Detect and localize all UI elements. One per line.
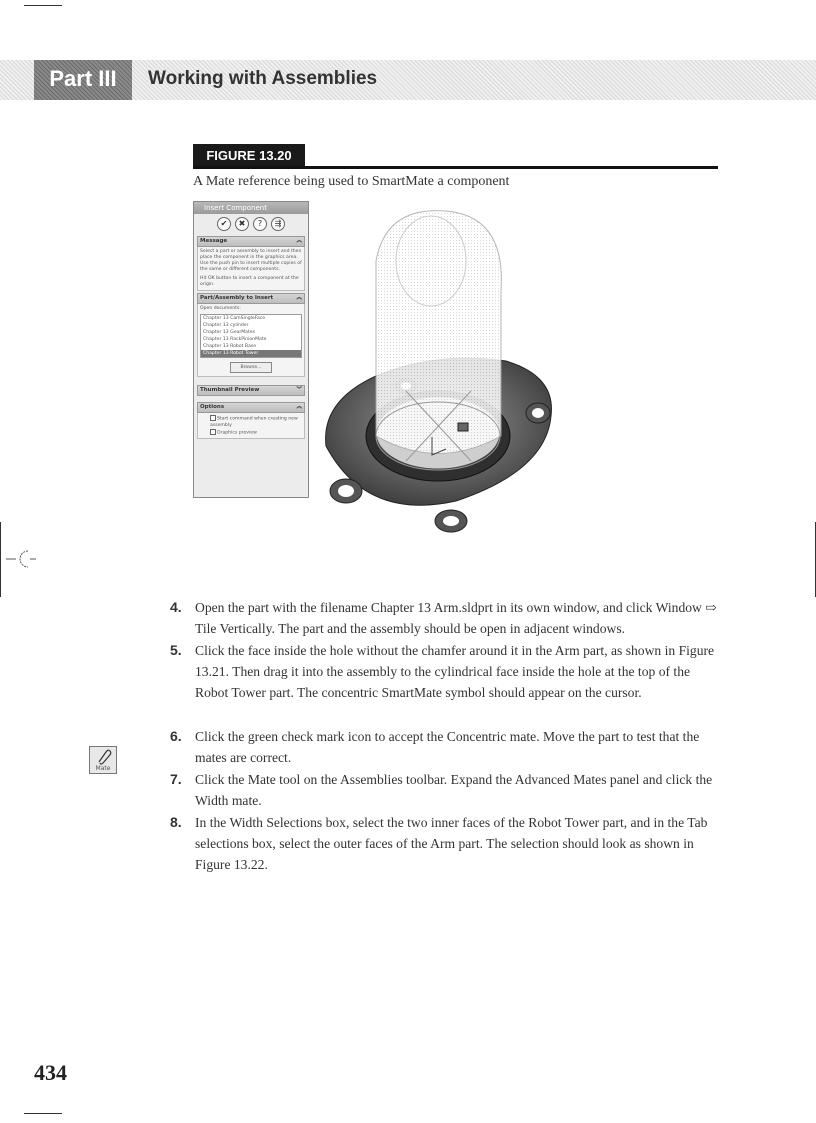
mate-paperclip-icon bbox=[90, 747, 116, 765]
part-section-header[interactable] bbox=[197, 293, 305, 304]
option-label: Graphics preview bbox=[217, 430, 257, 435]
part-section bbox=[197, 304, 305, 377]
help-button[interactable]: ? bbox=[253, 217, 267, 231]
thumbnail-heading: Thumbnail Preview bbox=[200, 387, 260, 393]
list-item-selected[interactable]: Chapter 13 Robot Tower bbox=[201, 350, 301, 357]
step-number: 5. bbox=[170, 642, 182, 658]
mate-tool-icon bbox=[89, 746, 117, 774]
list-item[interactable]: Chapter 13 RackPinionMate bbox=[203, 337, 267, 342]
list-item[interactable]: Chapter 13 CamSingleFace bbox=[203, 316, 266, 321]
part-label: Part III bbox=[49, 66, 117, 91]
step-number: 8. bbox=[170, 814, 182, 830]
pushpin-button[interactable]: ⇶ bbox=[271, 217, 285, 231]
message-section-header[interactable] bbox=[197, 236, 305, 247]
checkbox[interactable] bbox=[210, 415, 216, 421]
checkbox-checked[interactable] bbox=[210, 429, 216, 435]
figure-label: FIGURE 13.20 bbox=[193, 144, 305, 168]
step-item bbox=[170, 726, 720, 768]
step-number: 7. bbox=[170, 771, 182, 787]
chevron-up-icon: ︽ bbox=[296, 404, 302, 410]
step-text: In the Width Selections box, select the two inner faces of the Robot Tower part, and in the Tab selections box, select the outer faces of the Arm part. The selection should look as shown in Figure 13.22. bbox=[195, 815, 708, 872]
thumbnail-section-header[interactable] bbox=[197, 385, 305, 396]
step-text: Click the green check mark icon to accept the Concentric mate. Move the part to test that the mates are correct. bbox=[195, 729, 700, 765]
start-command-option[interactable] bbox=[210, 415, 302, 429]
figure-caption: A Mate reference being used to SmartMate a component bbox=[193, 174, 510, 189]
open-documents-label: Open documents: bbox=[200, 306, 241, 311]
part-heading: Part/Assembly to Insert bbox=[200, 295, 274, 301]
chevron-up-icon: ︽ bbox=[296, 295, 302, 301]
message-heading: Message bbox=[200, 238, 228, 244]
option-label: Start command when creating new assembly bbox=[210, 416, 298, 428]
chapter-title: Working with Assemblies bbox=[148, 68, 378, 89]
step-text: Open the part with the filename Chapter 13 Arm.sldprt in its own window, and click Window ⇨ Tile Vertically. The part and the assembly should be open in adjacent windows. bbox=[195, 600, 717, 636]
crop-mark bbox=[24, 1113, 62, 1114]
ok-button[interactable]: ✔ bbox=[217, 217, 231, 231]
insert-component-panel bbox=[193, 201, 309, 498]
panel-buttons bbox=[194, 214, 308, 234]
list-item[interactable]: Chapter 13 cylinder bbox=[203, 323, 249, 328]
message-section bbox=[197, 247, 305, 291]
options-section bbox=[197, 413, 305, 439]
crop-mark bbox=[0, 522, 1, 597]
list-item[interactable]: Chapter 13 GearMates bbox=[203, 330, 256, 335]
step-text: Click the Mate tool on the Assemblies toolbar. Expand the Advanced Mates panel and click the Width mate. bbox=[195, 772, 713, 808]
step-number: 4. bbox=[170, 599, 182, 615]
message-text: Select a part or assembly to insert and then place the component in the graphics area. Use the push pin to insert multiple copies of the same or different components. bbox=[200, 249, 302, 272]
mate-icon-label: Mate bbox=[95, 765, 111, 772]
options-heading: Options bbox=[200, 404, 225, 410]
step-number: 6. bbox=[170, 728, 182, 744]
chevron-down-icon: ︾ bbox=[296, 387, 302, 393]
message-text-2: Hit OK button to insert a component at the origin. bbox=[200, 276, 299, 287]
step-item bbox=[170, 812, 720, 875]
panel-title: Insert Component bbox=[194, 202, 308, 214]
open-documents-list[interactable] bbox=[200, 314, 302, 358]
crop-mark bbox=[24, 5, 62, 6]
browse-button[interactable]: Browse... bbox=[230, 362, 272, 373]
page-number: 434 bbox=[34, 1060, 67, 1085]
registration-mark bbox=[6, 548, 36, 570]
chevron-up-icon: ︽ bbox=[296, 238, 302, 244]
step-item bbox=[170, 597, 720, 639]
options-section-header[interactable] bbox=[197, 402, 305, 413]
robot-tower-model bbox=[306, 201, 576, 536]
cancel-button[interactable]: ✖ bbox=[235, 217, 249, 231]
step-item bbox=[170, 640, 720, 703]
list-item[interactable]: Chapter 13 Robot Base bbox=[203, 344, 257, 349]
step-item bbox=[170, 769, 720, 811]
step-text: Click the face inside the hole without the chamfer around it in the Arm part, as shown in Figure 13.21. Then drag it into the assembly to the cylindrical face inside the hole at the top of the Robot Tower part. The concentric SmartMate symbol should appear on the cursor. bbox=[195, 643, 715, 700]
figure-rule bbox=[193, 166, 718, 169]
graphics-preview-option[interactable] bbox=[210, 429, 302, 437]
part-label-box bbox=[34, 60, 132, 100]
